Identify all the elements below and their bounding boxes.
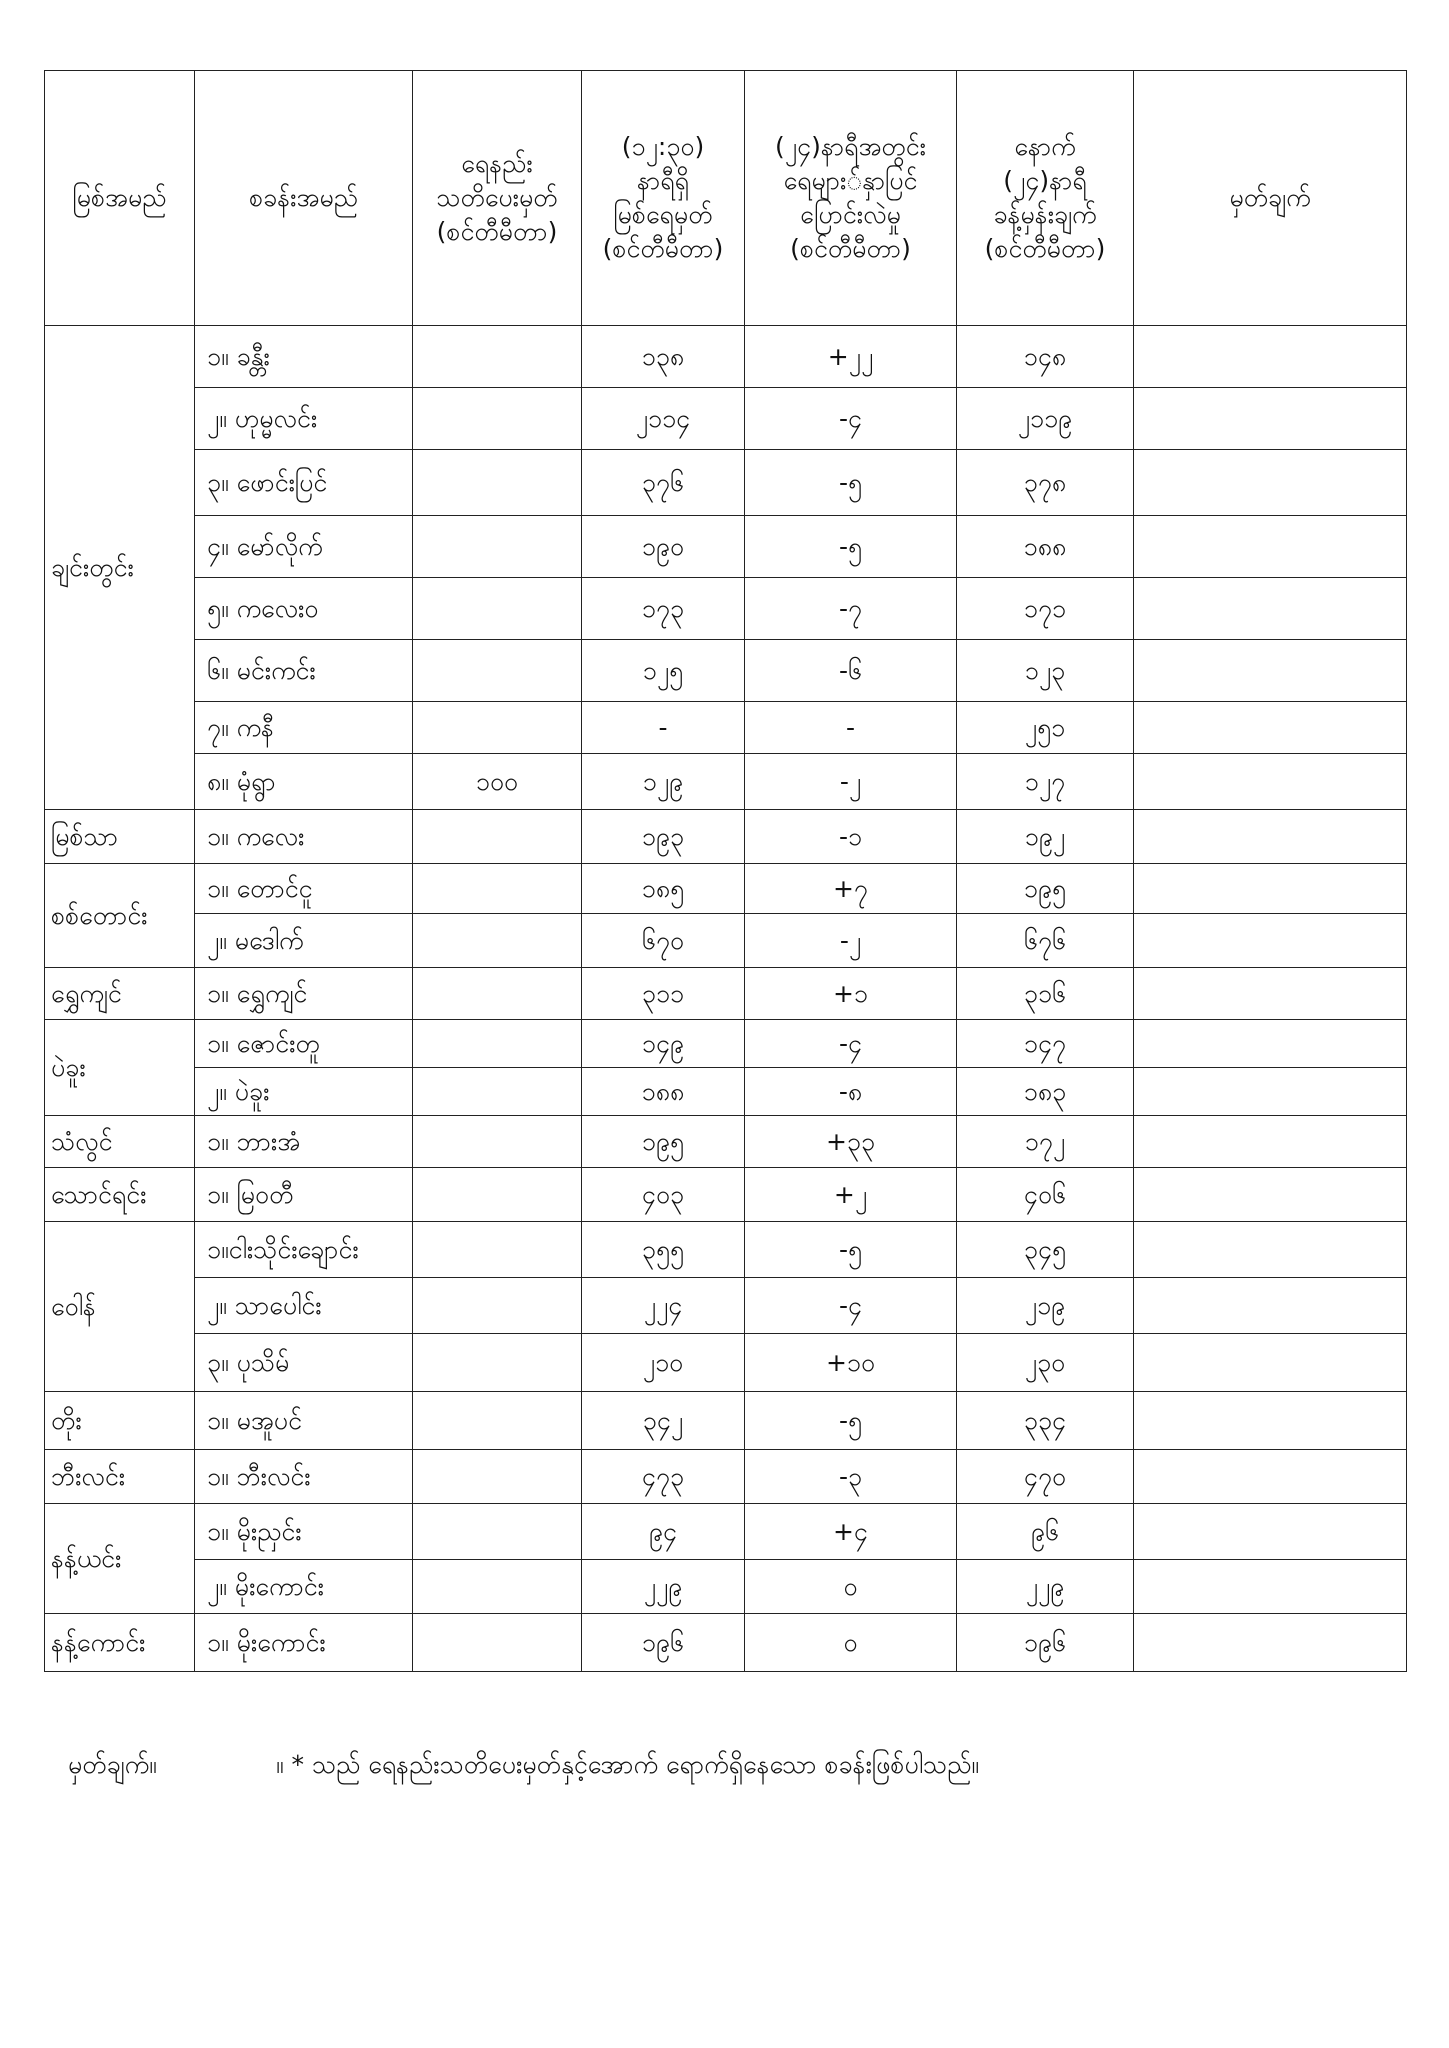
remark-cell [1134,1222,1407,1278]
level-change-cell: +၂၂ [745,326,957,388]
level-change-cell: -၂ [745,754,957,810]
footnote [44,1745,1406,1785]
station-name-cell: ၁။ မအူပင် [195,1392,413,1450]
forecast-cell: ၃၇၈ [957,450,1134,516]
river-name-cell: ဝေါန် [45,1222,195,1392]
low-warning-cell [413,1222,582,1278]
forecast-cell: ၂၂၉ [957,1560,1134,1614]
remark-cell [1134,1334,1407,1392]
station-name-cell: ၁။ ကလေး [195,810,413,864]
remark-cell [1134,1450,1407,1504]
low-warning-cell [413,1168,582,1222]
level-change-cell: -၄ [745,1278,957,1334]
river-level-table [44,70,1407,1672]
header-line: (၂၄)နာရီ [1003,166,1087,195]
table-body [45,326,1407,1672]
station-name-cell: ၁။ ဘီးလင်း [195,1450,413,1504]
table-row [45,1278,1407,1334]
footnote-text: ။ * သည် ရေနည်းသတိပေးမှတ်နှင့်အောက် ရောက်ရှိနေသော စခန်းဖြစ်ပါသည်။ [276,1750,979,1779]
level-change-cell: -၇ [745,578,957,640]
water-level-cell: ၂၂၉ [582,1560,745,1614]
table-row [45,754,1407,810]
remark-cell [1134,450,1407,516]
header-line: ရေနည်း [461,149,533,178]
water-level-cell: ၁၂၅ [582,640,745,702]
level-change-cell: +၁ [745,968,957,1020]
forecast-cell: ၁၄၇ [957,1020,1134,1068]
river-name-cell: နန့်ယင်း [45,1504,195,1614]
remark-cell [1134,1020,1407,1068]
forecast-cell: ၁၂၇ [957,754,1134,810]
forecast-cell: ၁၉၆ [957,1614,1134,1672]
low-warning-cell [413,640,582,702]
station-name-cell: ၈။ မုံရွာ [195,754,413,810]
level-change-cell: +၄ [745,1504,957,1560]
water-level-cell: ၁၇၃ [582,578,745,640]
table-row [45,1020,1407,1068]
table-row [45,1504,1407,1560]
water-level-cell: ၃၄၂ [582,1392,745,1450]
table-row [45,388,1407,450]
forecast-cell: ၄၀၆ [957,1168,1134,1222]
low-warning-cell [413,1068,582,1116]
forecast-cell: ၉၆ [957,1504,1134,1560]
water-level-cell: ၁၂၉ [582,754,745,810]
water-level-cell: ၂၂၄ [582,1278,745,1334]
level-change-cell: +၂ [745,1168,957,1222]
header-line: (စင်တီမီတာ) [790,234,911,263]
low-warning-cell [413,578,582,640]
forecast-cell: ၁၇၁ [957,578,1134,640]
water-level-cell: ၂၁၁၄ [582,388,745,450]
header-line: မြစ်ရေမှတ် [613,200,713,229]
low-warning-cell [413,1334,582,1392]
table-row [45,326,1407,388]
header-line: ရေများ်နှာပြင် [783,166,918,195]
table-row [45,1614,1407,1672]
remark-cell [1134,864,1407,914]
water-level-cell: ၁၈၅ [582,864,745,914]
low-warning-cell [413,1116,582,1168]
table-row [45,450,1407,516]
remark-cell [1134,640,1407,702]
header-line: (၁၂:၃၀) [621,132,705,161]
water-level-cell: ၁၈၈ [582,1068,745,1116]
header-low-warning-level [413,71,582,326]
table-row [45,864,1407,914]
level-change-cell: -၂ [745,914,957,968]
low-warning-cell [413,1278,582,1334]
forecast-cell: ၃၃၄ [957,1392,1134,1450]
remark-cell [1134,1168,1407,1222]
station-name-cell: ၅။ ကလေးဝ [195,578,413,640]
station-name-cell: ၃။ ဖောင်းပြင် [195,450,413,516]
header-line: မြစ်အမည် [72,183,167,212]
river-name-cell: သံလွင် [45,1116,195,1168]
station-name-cell: ၂။ မဒေါက် [195,914,413,968]
river-name-cell: ပဲခူး [45,1020,195,1116]
forecast-cell: ၁၈၈ [957,516,1134,578]
low-warning-cell [413,702,582,754]
water-level-cell: ၉၄ [582,1504,745,1560]
water-level-cell: ၁၄၉ [582,1020,745,1068]
level-change-cell: +၁၀ [745,1334,957,1392]
header-line: ခန့်မှန်းချက် [993,200,1097,229]
footnote-label: မှတ်ချက်။ [68,1750,157,1779]
header-line: နောက် [1014,132,1076,161]
table-row [45,1222,1407,1278]
header-line: ပြောင်းလဲမှု [800,200,901,229]
level-change-cell: -၅ [745,516,957,578]
low-warning-cell [413,450,582,516]
level-change-cell: -၁ [745,810,957,864]
table-row [45,1392,1407,1450]
remark-cell [1134,1278,1407,1334]
level-change-cell: - [745,702,957,754]
low-warning-cell [413,516,582,578]
level-change-cell: -၅ [745,450,957,516]
forecast-cell: ၂၅၁ [957,702,1134,754]
header-river-name [45,71,195,326]
remark-cell [1134,388,1407,450]
station-name-cell: ၁။ ဇောင်းတူ [195,1020,413,1068]
water-level-cell: ၃၁၁ [582,968,745,1020]
level-change-cell: -၄ [745,1020,957,1068]
level-change-cell: -၆ [745,640,957,702]
forecast-cell: ၁၇၂ [957,1116,1134,1168]
low-warning-cell [413,810,582,864]
water-level-cell: ၃၅၅ [582,1222,745,1278]
low-warning-cell [413,968,582,1020]
header-line: (စင်တီမီတာ) [984,234,1106,263]
remark-cell [1134,326,1407,388]
station-name-cell: ၁။ တောင်ငူ [195,864,413,914]
forecast-cell: ၁၉၅ [957,864,1134,914]
table-row [45,702,1407,754]
remark-cell [1134,1116,1407,1168]
station-name-cell: ၁။ မိုးညှင်း [195,1504,413,1560]
low-warning-cell [413,1504,582,1560]
header-station-name [195,71,413,326]
remark-cell [1134,1614,1407,1672]
header-line: သတိပေးမှတ် [436,183,558,212]
low-warning-cell [413,864,582,914]
remark-cell [1134,1560,1407,1614]
remark-cell [1134,810,1407,864]
remark-cell [1134,1068,1407,1116]
station-name-cell: ၂။ ဟုမ္မလင်း [195,388,413,450]
station-name-cell: ၁။ မြဝတီ [195,1168,413,1222]
water-level-cell: - [582,702,745,754]
header-line: နာရီရှိ [637,166,689,195]
header-line: (စင်တီမီတာ) [436,217,558,246]
river-name-cell: မြစ်သာ [45,810,195,864]
station-name-cell: ၁။ ရွှေကျင် [195,968,413,1020]
low-warning-cell [413,1392,582,1450]
header-line: (၂၄)နာရီအတွင်း [775,132,926,161]
river-name-cell: နန့်ကောင်း [45,1614,195,1672]
remark-cell [1134,1504,1407,1560]
level-change-cell: -၅ [745,1392,957,1450]
table-row [45,1068,1407,1116]
low-warning-cell [413,1020,582,1068]
water-level-cell: ၆၇၀ [582,914,745,968]
remark-cell [1134,702,1407,754]
station-name-cell: ၂။ မိုးကောင်း [195,1560,413,1614]
water-level-cell: ၁၉၀ [582,516,745,578]
table-row [45,578,1407,640]
station-name-cell: ၄။ မော်လိုက် [195,516,413,578]
remark-cell [1134,968,1407,1020]
river-name-cell: စစ်တောင်း [45,864,195,968]
level-change-cell: -၅ [745,1222,957,1278]
water-level-cell: ၃၇၆ [582,450,745,516]
table-row [45,1116,1407,1168]
header-line: စခန်းအမည် [249,183,358,212]
table-row [45,1560,1407,1614]
header-row [45,71,1407,326]
header-remarks [1134,71,1407,326]
forecast-cell: ၄၇၀ [957,1450,1134,1504]
low-warning-cell [413,1450,582,1504]
water-level-cell: ၁၉၆ [582,1614,745,1672]
level-change-cell: +၃၃ [745,1116,957,1168]
table-row [45,516,1407,578]
water-level-cell: ၄၇၃ [582,1450,745,1504]
station-name-cell: ၂။ ပဲခူး [195,1068,413,1116]
forecast-cell: ၁၉၂ [957,810,1134,864]
header-24h-forecast [957,71,1134,326]
water-level-cell: ၁၉၃ [582,810,745,864]
table-row [45,1334,1407,1392]
level-change-cell: ၀ [745,1560,957,1614]
table-row [45,810,1407,864]
water-level-cell: ၂၁၀ [582,1334,745,1392]
river-name-cell: ရွှေကျင် [45,968,195,1020]
station-name-cell: ၁။ ဘားအံ [195,1116,413,1168]
water-level-cell: ၁၃၈ [582,326,745,388]
forecast-cell: ၆၇၆ [957,914,1134,968]
forecast-cell: ၃၁၆ [957,968,1134,1020]
header-current-water-level [582,71,745,326]
forecast-cell: ၂၃၀ [957,1334,1134,1392]
level-change-cell: -၄ [745,388,957,450]
river-name-cell: သောင်ရင်း [45,1168,195,1222]
remark-cell [1134,754,1407,810]
forecast-cell: ၂၁၁၉ [957,388,1134,450]
station-name-cell: ၆။ မင်းကင်း [195,640,413,702]
forecast-cell: ၁၄၈ [957,326,1134,388]
table-row [45,1168,1407,1222]
table-row [45,640,1407,702]
remark-cell [1134,914,1407,968]
station-name-cell: ၃။ ပုသိမ် [195,1334,413,1392]
water-level-cell: ၁၉၅ [582,1116,745,1168]
header-line: (စင်တီမီတာ) [602,234,724,263]
river-name-cell: ချင်းတွင်း [45,326,195,810]
table-row [45,968,1407,1020]
low-warning-cell [413,1560,582,1614]
forecast-cell: ၁၂၃ [957,640,1134,702]
table-row [45,1450,1407,1504]
remark-cell [1134,1392,1407,1450]
remark-cell [1134,578,1407,640]
low-warning-cell [413,388,582,450]
water-level-cell: ၄၀၃ [582,1168,745,1222]
station-name-cell: ၂။ သာပေါင်း [195,1278,413,1334]
header-24h-change [745,71,957,326]
station-name-cell: ၁။ငါးသိုင်းချောင်း [195,1222,413,1278]
low-warning-cell: ၁၀၀ [413,754,582,810]
forecast-cell: ၂၁၉ [957,1278,1134,1334]
station-name-cell: ၁။ ခန္တီး [195,326,413,388]
remark-cell [1134,516,1407,578]
low-warning-cell [413,326,582,388]
level-change-cell: +၇ [745,864,957,914]
level-change-cell: -၃ [745,1450,957,1504]
forecast-cell: ၃၄၅ [957,1222,1134,1278]
header-line: မှတ်ချက် [1229,183,1311,212]
river-name-cell: ဘီးလင်း [45,1450,195,1504]
table-row [45,914,1407,968]
river-name-cell: တိုး [45,1392,195,1450]
level-change-cell: ၀ [745,1614,957,1672]
low-warning-cell [413,1614,582,1672]
station-name-cell: ၇။ ကနီ [195,702,413,754]
forecast-cell: ၁၈၃ [957,1068,1134,1116]
low-warning-cell [413,914,582,968]
level-change-cell: -၈ [745,1068,957,1116]
station-name-cell: ၁။ မိုးကောင်း [195,1614,413,1672]
